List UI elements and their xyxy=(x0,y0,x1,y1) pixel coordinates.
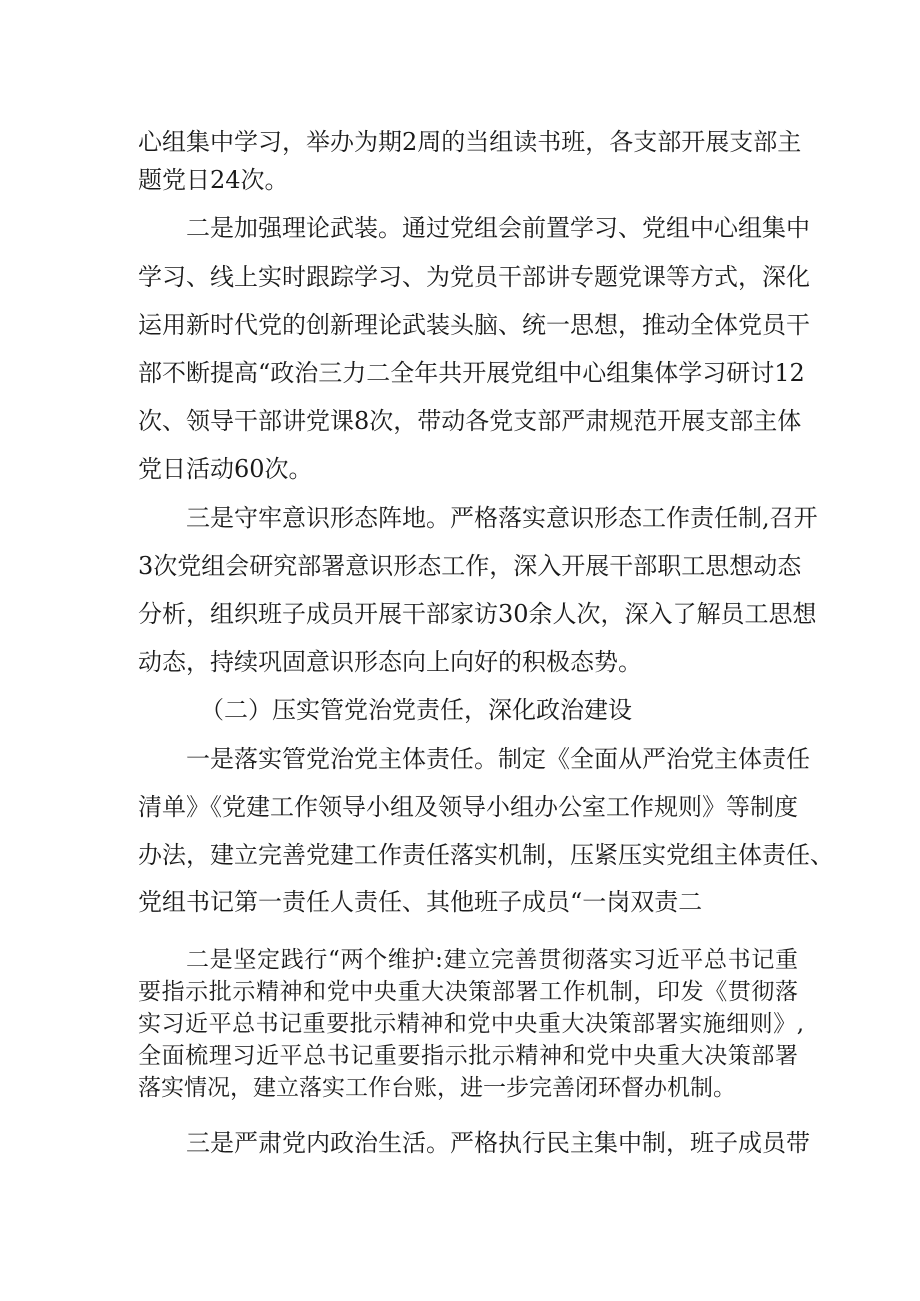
paragraph-line: 党组书记第一责任人责任、其他班子成员“一岗双责二 xyxy=(138,888,703,916)
paragraph-line: 学习、线上实时跟踪学习、为党员干部讲专题党课等方式，深化 xyxy=(138,263,810,291)
paragraph-line: 一是落实管党治党主体责任。制定《全面从严治党主体责任 xyxy=(186,745,810,773)
paragraph-line: 三是守牢意识形态阵地。严格落实意识形态工作责任制,召开 xyxy=(186,504,818,532)
paragraph-line: 心组集中学习，举办为期2周的当组读书班，各支部开展支部主 xyxy=(138,128,802,156)
paragraph-line: 党日活动60次。 xyxy=(138,455,313,483)
paragraph-line: 分析，组织班子成员开展干部家访30余人次，深入了解员工思想 xyxy=(138,600,817,628)
paragraph-line: 清单》《党建工作领导小组及领导小组办公室工作规则》等制度 xyxy=(138,793,798,821)
paragraph-line: 部不断提高“政治三力二全年共开展党组中心组集体学习研讨12 xyxy=(138,359,805,387)
paragraph-line: 落实情况，建立落实工作台账，进一步完善闭环督办机制。 xyxy=(138,1075,736,1101)
paragraph-line: 办法，建立完善党建工作责任落实机制，压紧压实党组主体责任、 xyxy=(138,841,834,869)
paragraph-line: 全面梳理习近平总书记重要指示批示精神和党中央重大决策部署 xyxy=(138,1043,798,1069)
section-heading: （二）压实管党治党责任，深化政治建设 xyxy=(200,696,632,724)
paragraph-line: 次、领导干部讲党课8次，带动各党支部严肃规范开展支部主体 xyxy=(138,407,802,435)
paragraph-line: 3次党组会研究部署意识形态工作，深入开展干部职工思想动态 xyxy=(138,552,802,580)
paragraph-line: 要指示批示精神和党中央重大决策部署工作机制，印发《贯彻落 xyxy=(138,979,798,1005)
paragraph-line: 运用新时代党的创新理论武装头脑、统一思想，推动全体党员干 xyxy=(138,311,810,339)
paragraph-line: 动态，持续巩固意识形态向上向好的积极态势。 xyxy=(138,648,642,676)
paragraph-line: 题党日24次。 xyxy=(138,166,289,194)
paragraph-line: 实习近平总书记重要批示精神和党中央重大决策部署实施细则》, xyxy=(138,1011,804,1037)
paragraph-line: 二是加强理论武装。通过党组会前置学习、党组中心组集中 xyxy=(186,214,810,242)
paragraph-line: 二是坚定践行“两个维护:建立完善贯彻落实习近平总书记重 xyxy=(186,947,798,973)
paragraph-line: 三是严肃党内政治生活。严格执行民主集中制，班子成员带 xyxy=(186,1129,810,1157)
